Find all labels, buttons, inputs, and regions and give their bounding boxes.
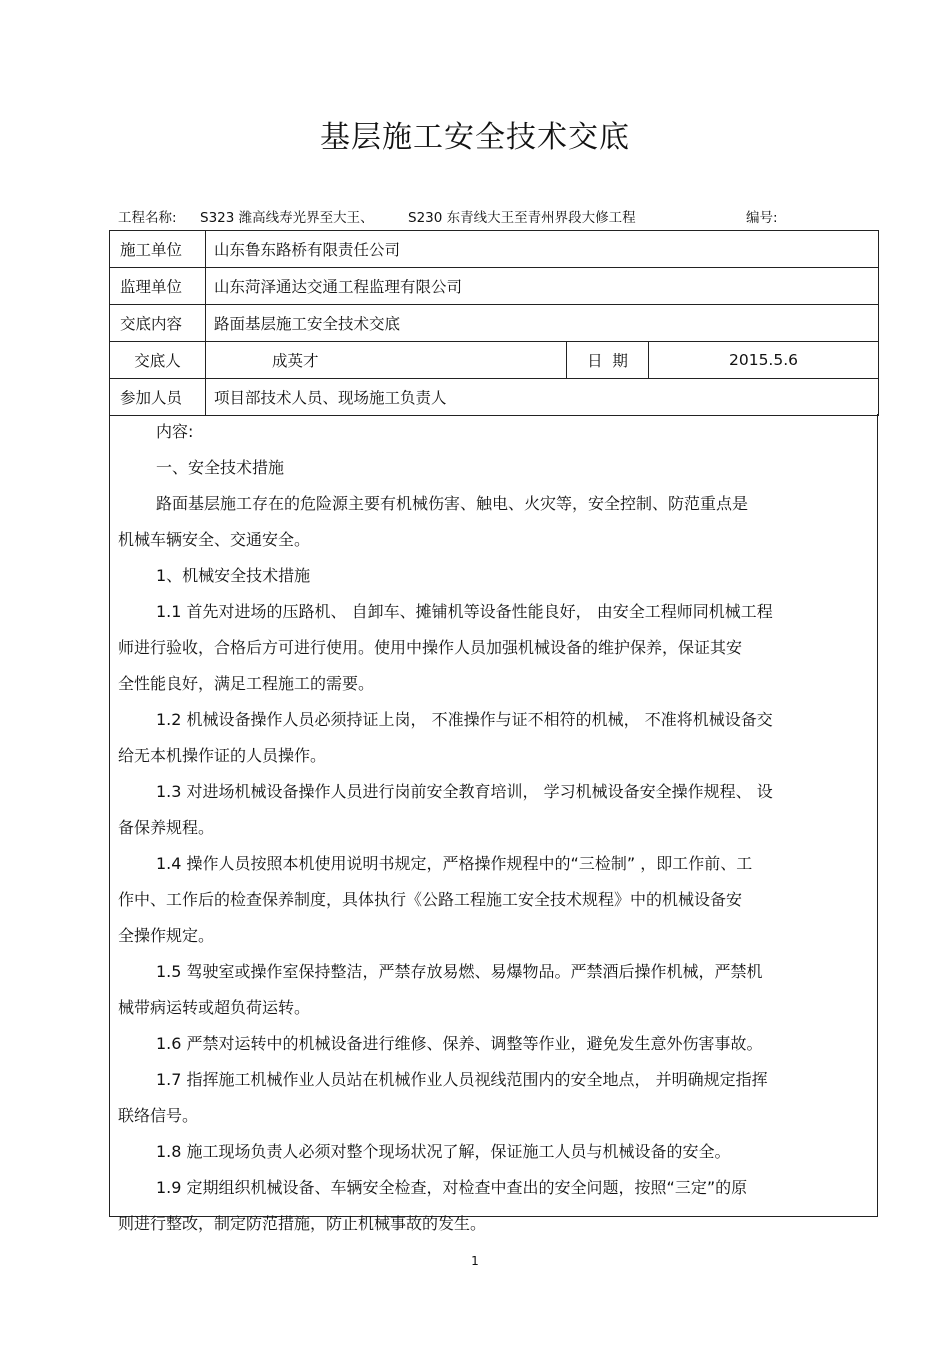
content-value: 路面基层施工安全技术交底 (206, 305, 879, 342)
paragraph-line: 1.7 指挥施工机械作业人员站在机械作业人员视线范围内的安全地点， 并明确规定指挥 (156, 1070, 768, 1089)
row-supervision-unit (110, 268, 879, 305)
paragraph-line: 1.1 首先对进场的压路机、 自卸车、摊铺机等设备性能良好， 由安全工程师同机械工程 (156, 602, 773, 621)
row-construction-unit (110, 231, 879, 268)
discloser-value: 成英才 (206, 342, 567, 379)
date-value: 2015.5.6 (649, 342, 879, 379)
paragraph-line: 则进行整改，制定防范措施，防止机械事故的发生。 (118, 1214, 487, 1233)
content-heading: 内容: (156, 422, 194, 441)
paragraph-line: 全性能良好，满足工程施工的需要。 (118, 674, 375, 693)
paragraph-line: 械带病运转或超负荷运转。 (118, 998, 311, 1017)
number-label: 编号: (746, 210, 778, 226)
participants-value: 项目部技术人员、现场施工负责人 (206, 379, 879, 416)
construction-unit-value: 山东鲁东路桥有限责任公司 (206, 231, 879, 268)
paragraph-line: 1.6 严禁对运转中的机械设备进行维修、保养、调整等作业，避免发生意外伤害事故。 (156, 1034, 763, 1053)
construction-unit-label: 施工单位 (110, 231, 206, 268)
content-label: 交底内容 (110, 305, 206, 342)
paragraph-line: 1.2 机械设备操作人员必须持证上岗， 不准操作与证不相符的机械， 不准将机械设备交 (156, 710, 773, 729)
paragraph-line: 联络信号。 (118, 1106, 199, 1125)
row-participants (110, 379, 879, 416)
paragraph-line: 1.3 对进场机械设备操作人员进行岗前安全教育培训， 学习机械设备安全操作规程、 设 (156, 782, 773, 801)
section-heading: 一、安全技术措施 (156, 458, 285, 477)
supervision-unit-value: 山东菏泽通达交通工程监理有限公司 (206, 268, 879, 305)
document-title: 基层施工安全技术交底 (320, 120, 630, 155)
info-table (109, 230, 879, 416)
discloser-label: 交底人 (110, 342, 206, 379)
row-discloser-date (110, 342, 879, 379)
project-name-part2: S230 东青线大王至青州界段大修工程 (408, 210, 636, 226)
project-name-part1: S323 潍高线寿光界至大王、 (200, 210, 374, 226)
subsection-heading: 1、机械安全技术措施 (156, 566, 311, 585)
paragraph-line: 路面基层施工存在的危险源主要有机械伤害、触电、火灾等，安全控制、防范重点是 (156, 494, 749, 513)
paragraph-line: 1.4 操作人员按照本机使用说明书规定，严格操作规程中的“三检制” ，即工作前、工 (156, 854, 753, 873)
paragraph-line: 1.5 驾驶室或操作室保持整洁，严禁存放易燃、易爆物品。严禁酒后操作机械，严禁机 (156, 962, 763, 981)
paragraph-line: 机械车辆安全、交通安全。 (118, 530, 311, 549)
page-number: 1 (471, 1254, 479, 1268)
paragraph-line: 给无本机操作证的人员操作。 (118, 746, 327, 765)
paragraph-line: 1.9 定期组织机械设备、车辆安全检查，对检查中查出的安全问题，按照“三定”的原 (156, 1178, 748, 1197)
content-body (109, 414, 878, 1233)
participants-label: 参加人员 (110, 379, 206, 416)
paragraph-line: 师进行验收，合格后方可进行使用。使用中操作人员加强机械设备的维护保养，保证其安 (118, 638, 743, 657)
paragraph-line: 作中、工作后的检查保养制度，具体执行《公路工程施工安全技术规程》中的机械设备安 (118, 890, 743, 909)
row-disclosure-content (110, 305, 879, 342)
paragraph-line: 备保养规程。 (118, 818, 215, 837)
paragraph-line: 全操作规定。 (118, 926, 215, 945)
supervision-unit-label: 监理单位 (110, 268, 206, 305)
paragraph-line: 1.8 施工现场负责人必须对整个现场状况了解，保证施工人员与机械设备的安全。 (156, 1142, 731, 1161)
date-label: 日 期 (567, 342, 649, 379)
project-label: 工程名称: (118, 210, 177, 226)
